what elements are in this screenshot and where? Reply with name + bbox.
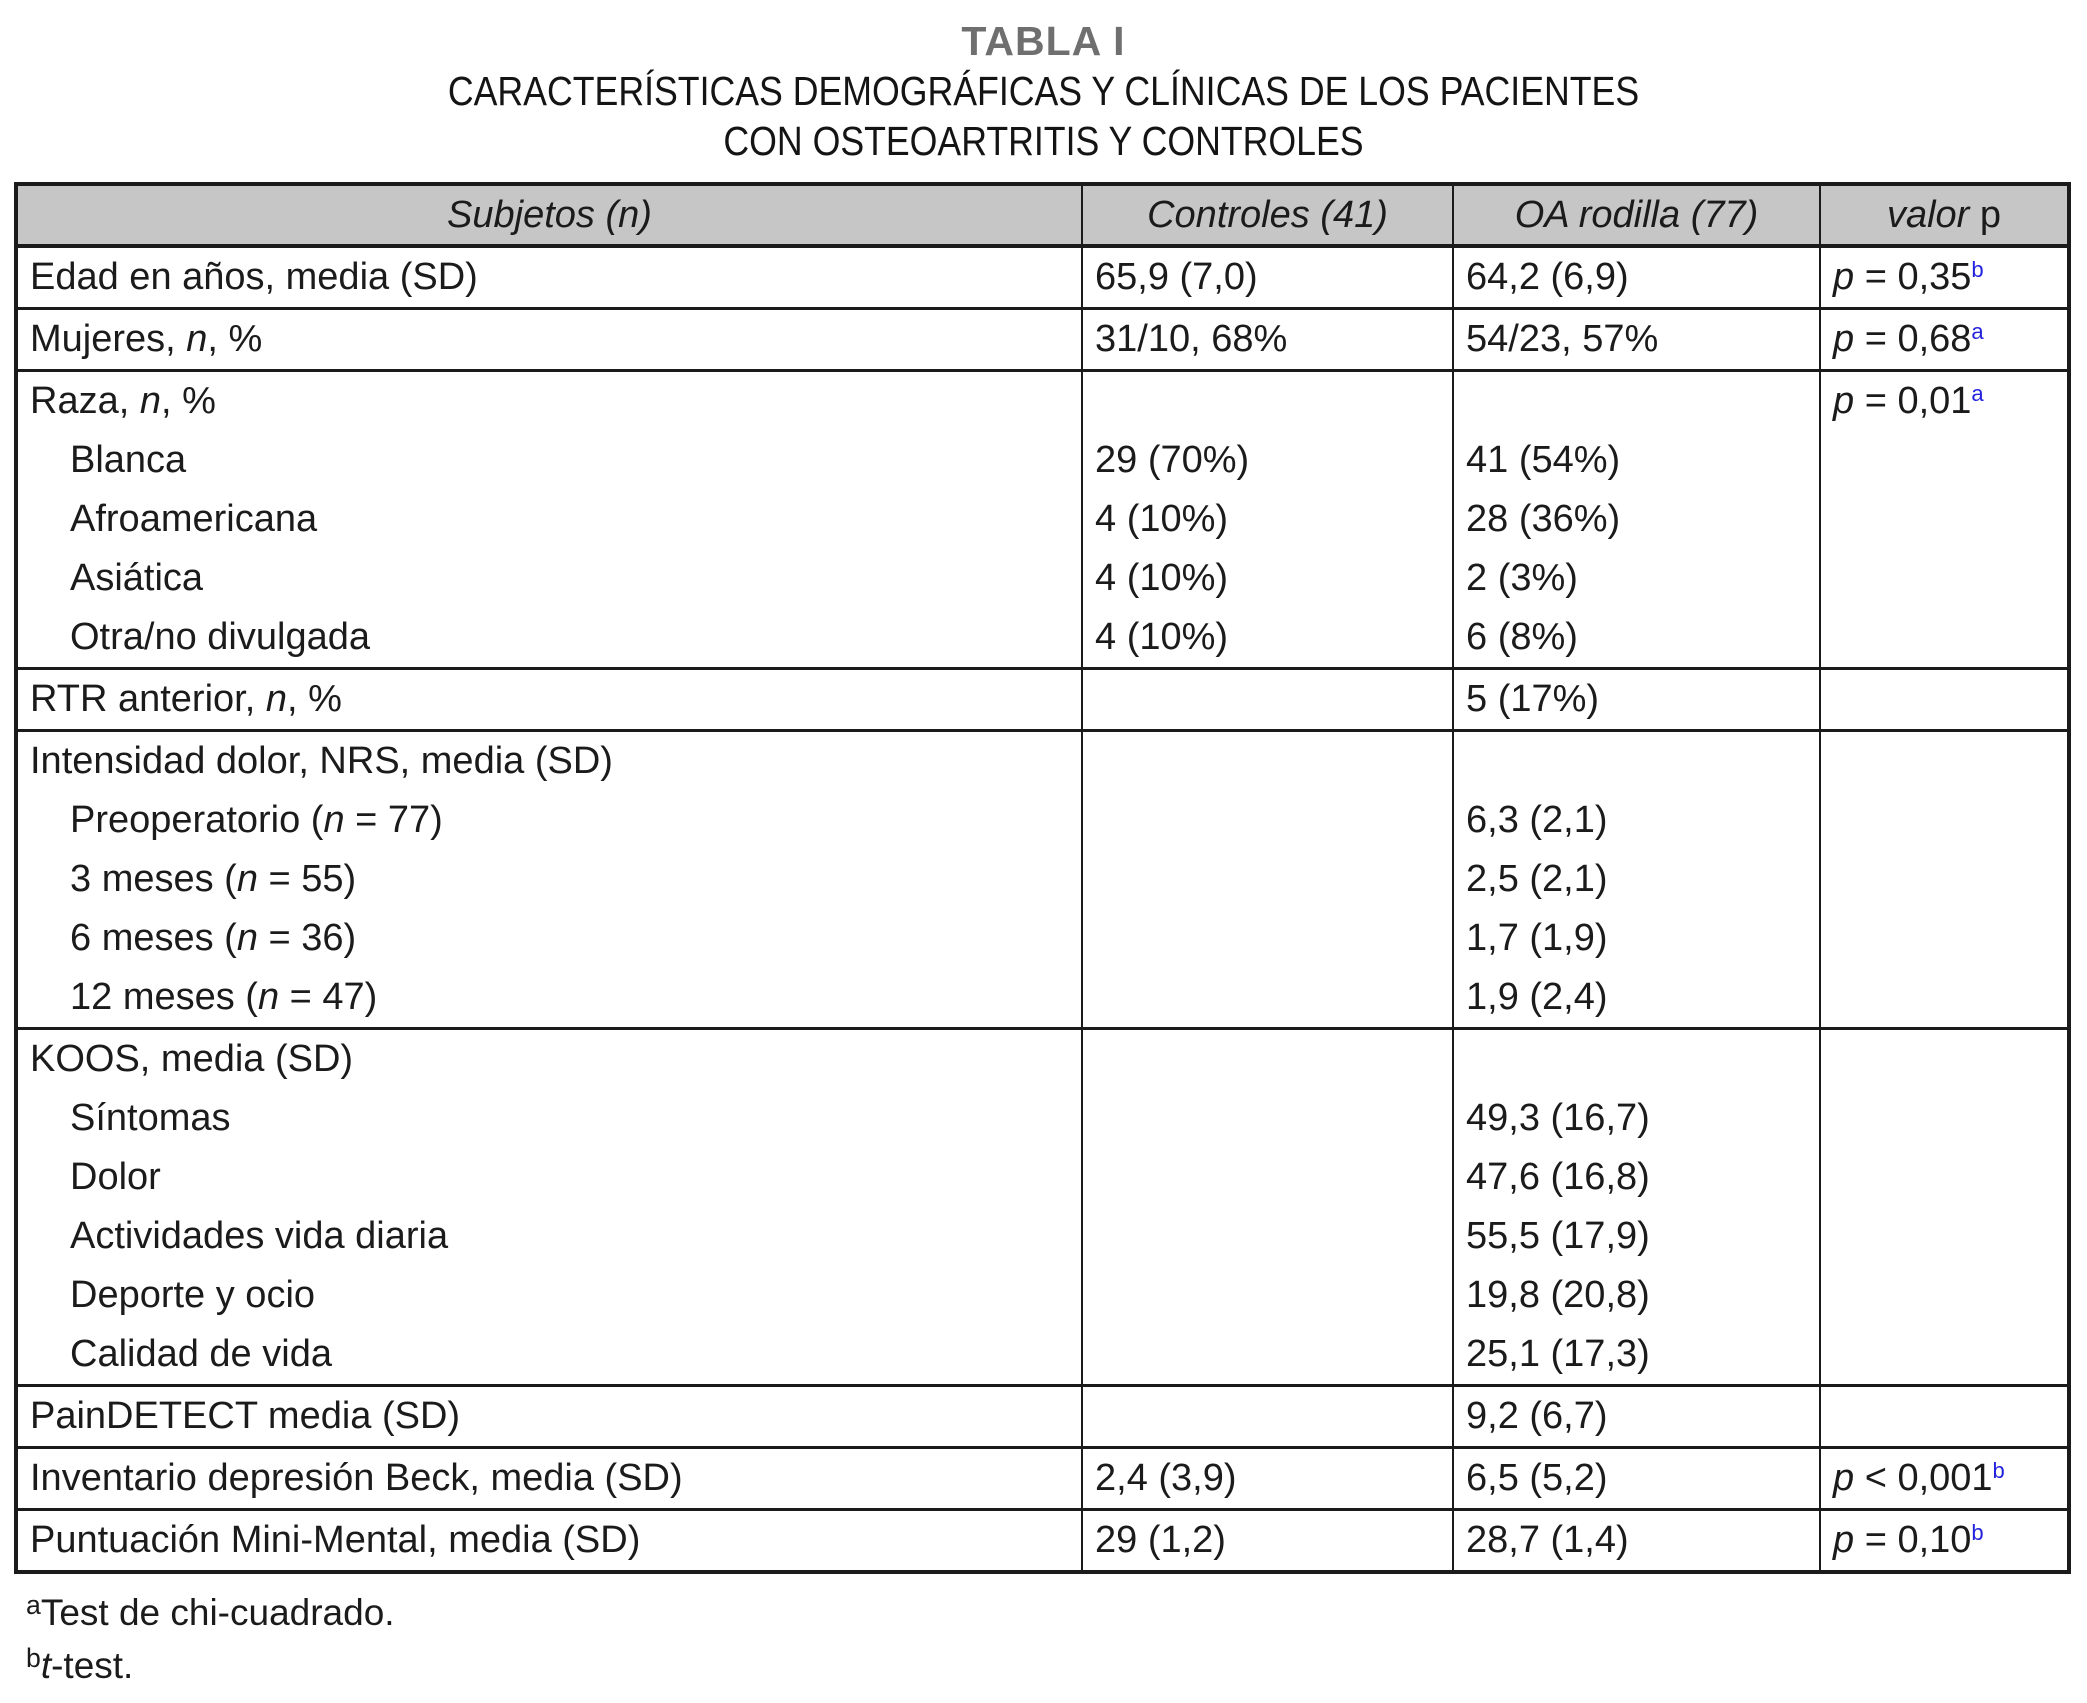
cell-line bbox=[1466, 1511, 1819, 1570]
table-header-row bbox=[16, 184, 2069, 246]
text-segment: 41 (54%) bbox=[1466, 439, 1621, 481]
text-segment: OA rodilla (77) bbox=[1514, 194, 1759, 236]
text-segment: 29 (1,2) bbox=[1095, 1519, 1226, 1561]
text-segment: 54/23, 57% bbox=[1466, 318, 1659, 360]
cell-line bbox=[1466, 1449, 1819, 1508]
table-cell bbox=[1453, 1510, 1820, 1573]
table-cell bbox=[1820, 1510, 2069, 1573]
cell-line bbox=[30, 1325, 1081, 1384]
cell-line bbox=[1466, 1089, 1819, 1148]
text-segment: 6 meses ( bbox=[70, 917, 237, 959]
cell-line bbox=[1095, 1449, 1452, 1508]
text-segment: = 0,68 bbox=[1854, 318, 1972, 360]
text-segment: 47,6 (16,8) bbox=[1466, 1156, 1650, 1198]
text-segment: n bbox=[265, 678, 287, 720]
cell-line bbox=[1466, 1387, 1819, 1446]
cell-line bbox=[1833, 670, 2067, 729]
cell-line bbox=[1466, 372, 1819, 431]
table-cell bbox=[1082, 1386, 1453, 1448]
text-segment: PainDETECT media (SD) bbox=[30, 1395, 461, 1437]
cell-line bbox=[1095, 310, 1452, 369]
table-cell bbox=[16, 1510, 1082, 1573]
table-row bbox=[16, 1448, 2069, 1510]
cell-line bbox=[30, 968, 1081, 1027]
table-row bbox=[16, 371, 2069, 669]
table-cell bbox=[1820, 1029, 2069, 1386]
text-segment: = 77) bbox=[344, 799, 443, 841]
cell-line bbox=[1466, 549, 1819, 608]
superscript-marker: a bbox=[26, 1590, 41, 1621]
table-cell bbox=[1820, 731, 2069, 1029]
superscript-marker: b bbox=[26, 1643, 41, 1674]
text-segment: Síntomas bbox=[70, 1097, 231, 1139]
table-cell bbox=[1082, 1448, 1453, 1510]
table-row bbox=[16, 1029, 2069, 1386]
text-segment: 4 (10%) bbox=[1095, 498, 1229, 540]
text-segment: Inventario depresión Beck, media (SD) bbox=[30, 1457, 683, 1499]
table-row bbox=[16, 246, 2069, 309]
table-cell bbox=[1082, 1029, 1453, 1386]
text-segment: 49,3 (16,7) bbox=[1466, 1097, 1650, 1139]
table-cell bbox=[1082, 731, 1453, 1029]
cell-line bbox=[1833, 372, 2067, 431]
cell-line bbox=[30, 909, 1081, 968]
text-segment: < 0,001 bbox=[1854, 1457, 1993, 1499]
cell-line bbox=[30, 248, 1081, 307]
table-cell bbox=[16, 371, 1082, 669]
cell-line bbox=[1833, 1449, 2067, 1508]
text-segment: 12 meses ( bbox=[70, 976, 258, 1018]
table-cell bbox=[16, 731, 1082, 1029]
text-segment: = 55) bbox=[257, 858, 357, 900]
cell-line bbox=[1466, 248, 1819, 307]
text-segment: Deporte y ocio bbox=[70, 1274, 316, 1316]
cell-line bbox=[1833, 248, 2067, 307]
cell-line bbox=[30, 549, 1081, 608]
demographics-table bbox=[14, 182, 2071, 1574]
text-segment: Afroamericana bbox=[70, 498, 318, 540]
text-segment: Mujeres, bbox=[30, 318, 187, 360]
cell-line bbox=[30, 791, 1081, 850]
cell-line bbox=[1833, 1387, 2067, 1446]
column-header bbox=[1082, 184, 1453, 246]
text-segment: 5 (17%) bbox=[1466, 678, 1600, 720]
text-segment: 1,7 (1,9) bbox=[1466, 917, 1608, 959]
table-cell bbox=[1082, 669, 1453, 731]
cell-line bbox=[30, 1089, 1081, 1148]
cell-line bbox=[1466, 732, 1819, 791]
text-segment: Edad en años, media (SD) bbox=[30, 256, 478, 298]
text-segment: KOOS, media (SD) bbox=[30, 1038, 354, 1080]
text-segment: = 0,35 bbox=[1854, 256, 1972, 298]
table-cell bbox=[16, 1448, 1082, 1510]
cell-line bbox=[1833, 1030, 2067, 1089]
table-cell bbox=[1082, 309, 1453, 371]
cell-line bbox=[30, 1387, 1081, 1446]
text-segment: -test. bbox=[51, 1645, 134, 1686]
table-cell bbox=[1820, 1448, 2069, 1510]
cell-line bbox=[1466, 310, 1819, 369]
table-cell bbox=[1820, 669, 2069, 731]
table-title-block bbox=[0, 0, 2087, 166]
table-cell bbox=[1453, 1029, 1820, 1386]
cell-line bbox=[1466, 909, 1819, 968]
text-segment: n bbox=[236, 858, 258, 900]
cell-line bbox=[1466, 1207, 1819, 1266]
text-segment: 6 (8%) bbox=[1466, 616, 1578, 658]
table-row bbox=[16, 309, 2069, 371]
cell-line bbox=[30, 1148, 1081, 1207]
cell-line bbox=[30, 1207, 1081, 1266]
column-header bbox=[1453, 184, 1820, 246]
text-segment: n bbox=[236, 917, 258, 959]
cell-line bbox=[1833, 1511, 2067, 1570]
superscript-marker: a bbox=[1971, 318, 1984, 344]
text-segment: Subjetos (n) bbox=[447, 194, 652, 236]
cell-line bbox=[30, 1266, 1081, 1325]
table-cell bbox=[1453, 1448, 1820, 1510]
table-cell bbox=[1820, 309, 2069, 371]
table-cell bbox=[1453, 246, 1820, 309]
cell-line bbox=[30, 670, 1081, 729]
cell-line bbox=[1095, 431, 1452, 490]
text-segment: = 47) bbox=[279, 976, 378, 1018]
cell-line bbox=[1466, 791, 1819, 850]
cell-line bbox=[1095, 1387, 1452, 1446]
column-header bbox=[1820, 184, 2069, 246]
table-cell bbox=[16, 669, 1082, 731]
table-cell bbox=[16, 246, 1082, 309]
text-segment: Intensidad dolor, NRS, media (SD) bbox=[30, 740, 613, 782]
text-segment: 29 (70%) bbox=[1095, 439, 1250, 481]
text-segment: 3 meses ( bbox=[70, 858, 237, 900]
cell-line bbox=[1095, 1030, 1452, 1089]
text-segment: Dolor bbox=[70, 1156, 161, 1198]
text-segment: 28,7 (1,4) bbox=[1466, 1519, 1629, 1561]
cell-line bbox=[1466, 608, 1819, 667]
text-segment: 25,1 (17,3) bbox=[1466, 1333, 1650, 1375]
text-segment: n bbox=[139, 380, 161, 422]
cell-line bbox=[1466, 968, 1819, 1027]
text-segment: = 0,01 bbox=[1854, 380, 1972, 422]
text-segment: p bbox=[1833, 380, 1855, 422]
text-segment: Actividades vida diaria bbox=[70, 1215, 449, 1257]
table-cell bbox=[1453, 371, 1820, 669]
cell-line bbox=[1454, 186, 1819, 244]
cell-line bbox=[30, 372, 1081, 431]
text-segment: p bbox=[1833, 318, 1855, 360]
cell-line bbox=[30, 490, 1081, 549]
text-segment: 6,5 (5,2) bbox=[1466, 1457, 1608, 1499]
cell-line bbox=[30, 431, 1081, 490]
table-cell bbox=[1082, 1510, 1453, 1573]
cell-line bbox=[30, 1511, 1081, 1570]
table-cell bbox=[1453, 669, 1820, 731]
text-segment: Raza, bbox=[30, 380, 140, 422]
superscript-marker: b bbox=[1992, 1457, 2005, 1483]
table-cell bbox=[1453, 731, 1820, 1029]
table-cell bbox=[1820, 1386, 2069, 1448]
cell-line bbox=[1095, 372, 1452, 431]
text-segment: 4 (10%) bbox=[1095, 616, 1229, 658]
cell-line bbox=[30, 1449, 1081, 1508]
cell-line bbox=[1833, 732, 2067, 791]
cell-line bbox=[1466, 670, 1819, 729]
table-row bbox=[16, 731, 2069, 1029]
text-segment: Preoperatorio ( bbox=[70, 799, 324, 841]
cell-line bbox=[1083, 186, 1452, 244]
cell-line bbox=[1466, 431, 1819, 490]
footnote bbox=[26, 1641, 2087, 1694]
table-cell bbox=[1082, 246, 1453, 309]
text-segment: , % bbox=[207, 318, 263, 360]
table-row bbox=[16, 1386, 2069, 1448]
superscript-marker: a bbox=[1971, 380, 1984, 406]
text-segment: , % bbox=[160, 380, 216, 422]
text-segment: Controles (41) bbox=[1147, 194, 1388, 236]
table-cell bbox=[16, 1029, 1082, 1386]
cell-line bbox=[1095, 248, 1452, 307]
cell-line bbox=[1095, 608, 1452, 667]
text-segment: 9,2 (6,7) bbox=[1466, 1395, 1608, 1437]
table-cell bbox=[16, 309, 1082, 371]
table-cell bbox=[1820, 246, 2069, 309]
text-segment: t bbox=[40, 1645, 52, 1686]
text-segment: p bbox=[1833, 256, 1855, 298]
text-segment: 65,9 (7,0) bbox=[1095, 256, 1258, 298]
cell-line bbox=[30, 732, 1081, 791]
text-segment: 4 (10%) bbox=[1095, 557, 1229, 599]
text-segment: 6,3 (2,1) bbox=[1466, 799, 1608, 841]
text-segment: 31/10, 68% bbox=[1095, 318, 1288, 360]
table-subtitle-line1: CARACTERÍSTICAS DEMOGRÁFICAS Y CLÍNICAS DE LOS PACIENTES bbox=[447, 68, 1640, 114]
cell-line bbox=[30, 608, 1081, 667]
text-segment: 1,9 (2,4) bbox=[1466, 976, 1608, 1018]
text-segment: Otra/no divulgada bbox=[70, 616, 370, 658]
cell-line bbox=[1095, 732, 1452, 791]
text-segment: Calidad de vida bbox=[70, 1333, 332, 1375]
text-segment: 19,8 (20,8) bbox=[1466, 1274, 1650, 1316]
cell-line bbox=[1466, 490, 1819, 549]
table-subtitle-line2: CON OSTEOARTRITIS Y CONTROLES bbox=[723, 118, 1364, 164]
table-cell bbox=[1453, 309, 1820, 371]
cell-line bbox=[1095, 490, 1452, 549]
text-segment: p bbox=[1969, 194, 2002, 236]
column-header bbox=[16, 184, 1082, 246]
text-segment: 2,4 (3,9) bbox=[1095, 1457, 1237, 1499]
text-segment: = 36) bbox=[257, 917, 357, 959]
text-segment: valor bbox=[1886, 194, 1970, 236]
cell-line bbox=[1466, 1266, 1819, 1325]
cell-line bbox=[1466, 1030, 1819, 1089]
text-segment: Blanca bbox=[70, 439, 187, 481]
cell-line bbox=[1466, 850, 1819, 909]
cell-line bbox=[1821, 186, 2067, 244]
cell-line bbox=[1095, 1511, 1452, 1570]
cell-line bbox=[1466, 1148, 1819, 1207]
table-row bbox=[16, 1510, 2069, 1573]
cell-line bbox=[1466, 1325, 1819, 1384]
text-segment: n bbox=[323, 799, 345, 841]
cell-line bbox=[1095, 549, 1452, 608]
table-cell bbox=[16, 1386, 1082, 1448]
text-segment: n bbox=[186, 318, 208, 360]
cell-line bbox=[18, 186, 1081, 244]
text-segment: Puntuación Mini-Mental, media (SD) bbox=[30, 1519, 641, 1561]
text-segment: 2 (3%) bbox=[1466, 557, 1578, 599]
text-segment: 55,5 (17,9) bbox=[1466, 1215, 1650, 1257]
cell-line bbox=[30, 310, 1081, 369]
text-segment: 64,2 (6,9) bbox=[1466, 256, 1629, 298]
text-segment: p bbox=[1833, 1457, 1855, 1499]
text-segment: RTR anterior, bbox=[30, 678, 266, 720]
text-segment: = 0,10 bbox=[1854, 1519, 1972, 1561]
text-segment: n bbox=[257, 976, 280, 1018]
cell-line bbox=[1095, 670, 1452, 729]
table-cell bbox=[1820, 371, 2069, 669]
text-segment: Test de chi-cuadrado. bbox=[40, 1592, 395, 1633]
footnotes bbox=[26, 1588, 2087, 1694]
superscript-marker: b bbox=[1971, 1519, 1984, 1545]
table-row bbox=[16, 669, 2069, 731]
cell-line bbox=[30, 850, 1081, 909]
text-segment: p bbox=[1833, 1519, 1855, 1561]
table-body bbox=[16, 246, 2069, 1572]
table-label: TABLA I bbox=[961, 18, 1126, 64]
text-segment: 28 (36%) bbox=[1466, 498, 1621, 540]
text-segment: , % bbox=[286, 678, 342, 720]
superscript-marker: b bbox=[1971, 256, 1984, 282]
table-cell bbox=[1082, 371, 1453, 669]
text-segment: 2,5 (2,1) bbox=[1466, 858, 1608, 900]
text-segment: Asiática bbox=[70, 557, 204, 599]
cell-line bbox=[30, 1030, 1081, 1089]
table-cell bbox=[1453, 1386, 1820, 1448]
cell-line bbox=[1833, 310, 2067, 369]
footnote bbox=[26, 1588, 2087, 1641]
